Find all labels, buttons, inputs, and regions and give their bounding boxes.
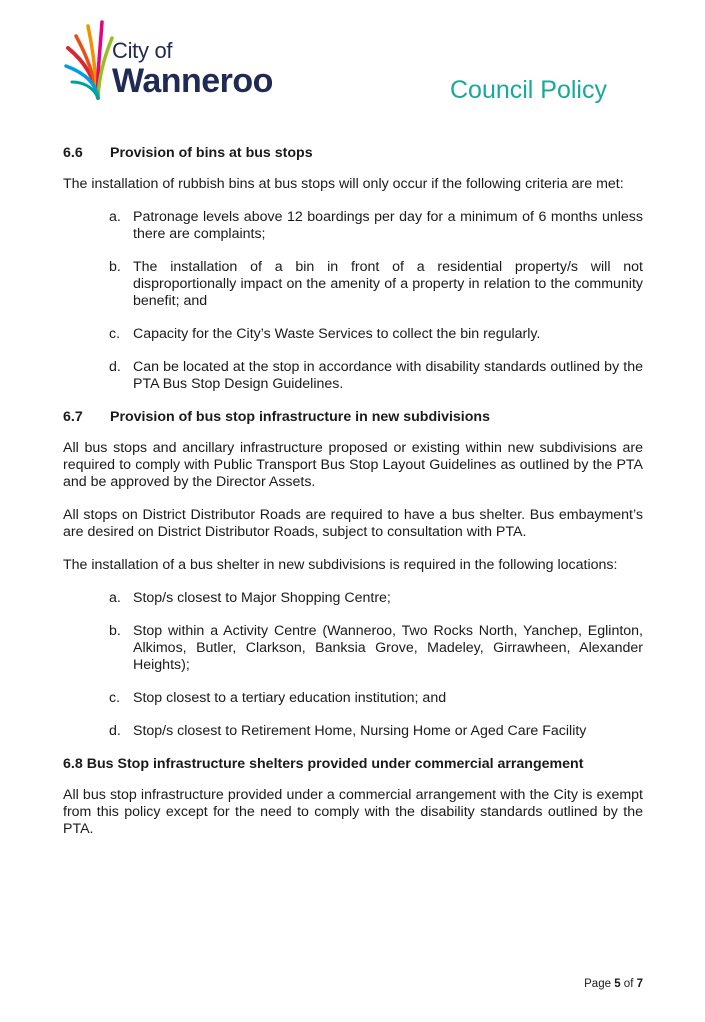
paragraph: All stops on District Distributor Roads are required to have a bus shelter. Bus embayment’s are desired on District Distributor Roads, subject to consultation with PTA. bbox=[63, 507, 643, 540]
list-letter: b. bbox=[109, 259, 121, 275]
list-item bbox=[109, 623, 643, 674]
section-title: Provision of bus stop infrastructure in new subdivisions bbox=[110, 409, 490, 425]
section-number: 6.8 bbox=[63, 756, 83, 772]
list-item bbox=[109, 326, 643, 343]
paragraph: The installation of rubbish bins at bus stops will only occur if the following criteria are met: bbox=[63, 176, 624, 192]
list-letter: c. bbox=[109, 690, 121, 706]
list-item bbox=[109, 209, 643, 243]
total-pages: 7 bbox=[636, 978, 643, 990]
city-of-wanneroo-logo bbox=[64, 18, 294, 102]
paragraph: All bus stop infrastructure provided under a commercial arrangement with the City is exempt from this policy except for the need to comply with the disability standards outlined by the PTA. bbox=[63, 787, 643, 837]
section-number: 6.6 bbox=[63, 145, 83, 161]
locations-list bbox=[109, 590, 643, 740]
section-heading-6-7 bbox=[63, 409, 643, 426]
list-item-text: Can be located at the stop in accordance with disability standards outlined by the PTA Bus Stop Design Guidelines. bbox=[133, 359, 643, 392]
list-item-text: Stop/s closest to Major Shopping Centre; bbox=[133, 590, 391, 606]
page-label: Page bbox=[584, 978, 611, 990]
section-title: Provision of bins at bus stops bbox=[110, 145, 313, 161]
page-number: 5 bbox=[614, 978, 621, 990]
list-letter: c. bbox=[109, 326, 121, 342]
paragraph: All bus stops and ancillary infrastructure proposed or existing within new subdivisions are required to comply with Public Transport Bus Stop Layout Guidelines as outlined by the PTA and be approved by the Director Assets. bbox=[63, 440, 643, 490]
page-content bbox=[63, 145, 643, 854]
list-letter: a. bbox=[109, 590, 121, 606]
list-item bbox=[109, 690, 643, 707]
grasstree-emblem-icon bbox=[64, 18, 116, 102]
paragraph: The installation of a bus shelter in new subdivisions is required in the following locations: bbox=[63, 557, 618, 573]
list-letter: b. bbox=[109, 623, 121, 639]
list-item-text: Capacity for the City’s Waste Services to collect the bin regularly. bbox=[133, 326, 541, 342]
list-item bbox=[109, 259, 643, 310]
list-item-text: Stop within a Activity Centre (Wanneroo, Two Rocks North, Yanchep, Eglinton, Alkimos, Butler, Clarkson, Banksia Grove, Madeley, Girrawheen, Alexander Heights); bbox=[133, 623, 643, 673]
section-title: Bus Stop infrastructure shelters provided under commercial arrangement bbox=[86, 756, 584, 772]
list-item-text: Stop closest to a tertiary education institution; and bbox=[133, 690, 447, 706]
page-footer bbox=[584, 977, 643, 991]
list-item-text: Patronage levels above 12 boardings per day for a minimum of 6 months unless there are complaints; bbox=[133, 209, 643, 242]
list-item bbox=[109, 723, 643, 740]
criteria-list bbox=[109, 209, 643, 393]
list-letter: a. bbox=[109, 209, 121, 225]
list-letter: d. bbox=[109, 723, 121, 739]
section-heading-6-6 bbox=[63, 145, 643, 162]
list-item bbox=[109, 359, 643, 393]
list-item-text: Stop/s closest to Retirement Home, Nursing Home or Aged Care Facility bbox=[133, 723, 587, 739]
section-heading-6-8 bbox=[63, 756, 643, 773]
logo-text-city-of: City of bbox=[112, 38, 173, 63]
document-type-title: Council Policy bbox=[449, 76, 607, 104]
list-item-text: The installation of a bin in front of a residential property/s will not disproportionally impact on the amenity of a property in relation to the community benefit; and bbox=[133, 259, 643, 309]
list-item bbox=[109, 590, 643, 607]
page-of-label: of bbox=[623, 978, 634, 990]
section-number: 6.7 bbox=[63, 409, 83, 425]
list-letter: d. bbox=[109, 359, 121, 375]
logo-text-wanneroo: Wanneroo bbox=[112, 62, 273, 100]
